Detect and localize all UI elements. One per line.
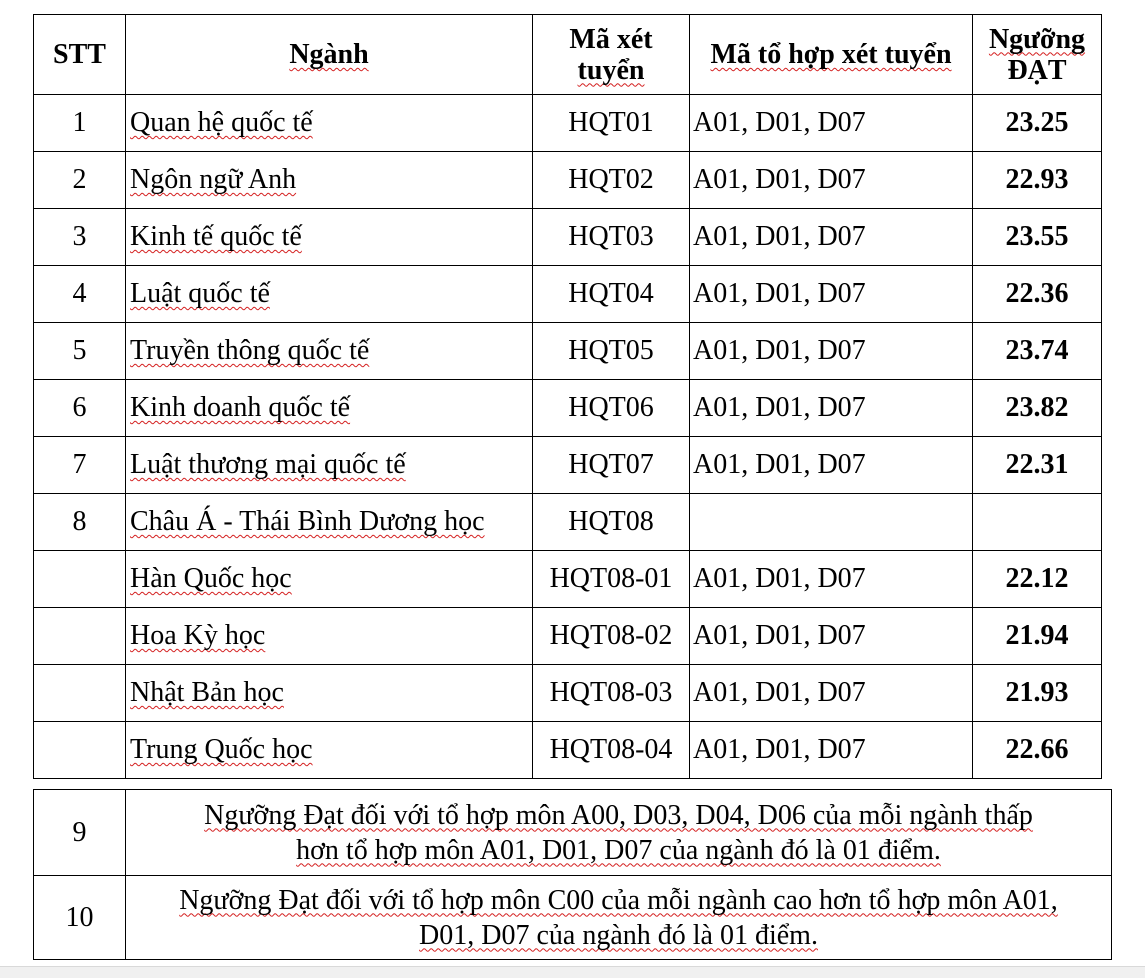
cell-admission-code: HQT05 [533, 323, 690, 380]
cell-threshold-score: 22.12 [973, 551, 1102, 608]
cell-major-name: Truyền thông quốc tế [126, 323, 533, 380]
cell-stt: 6 [34, 380, 126, 437]
cell-threshold-score: 23.55 [973, 209, 1102, 266]
cell-major-name: Ngôn ngữ Anh [126, 152, 533, 209]
cell-admission-code: HQT02 [533, 152, 690, 209]
cell-stt: 1 [34, 95, 126, 152]
cell-stt [34, 551, 126, 608]
note-text: Ngưỡng Đạt đối với tổ hợp môn A00, D03, D04, D06 của mỗi ngành thấp hơn tổ hợp môn A01, D01, D07 của ngành đó là 01 điểm. [126, 790, 1112, 876]
notes-body [34, 790, 1112, 960]
note-text: Ngưỡng Đạt đối với tổ hợp môn C00 của mỗi ngành cao hơn tổ hợp môn A01, D01, D07 của ngành đó là 01 điểm. [126, 876, 1112, 960]
cell-admission-code: HQT08-01 [533, 551, 690, 608]
bottom-edge-strip [0, 966, 1145, 978]
header-combo: Mã tổ hợp xét tuyển [690, 15, 973, 95]
cell-threshold-score: 21.93 [973, 665, 1102, 722]
cell-admission-code: HQT03 [533, 209, 690, 266]
cell-subject-combo: A01, D01, D07 [690, 665, 973, 722]
cell-major-name: Hàn Quốc học [126, 551, 533, 608]
cell-admission-code: HQT08-03 [533, 665, 690, 722]
cell-admission-code: HQT08-04 [533, 722, 690, 779]
note-row [34, 790, 1112, 876]
cell-major-name: Trung Quốc học [126, 722, 533, 779]
table-header-row [34, 15, 1102, 95]
table-row [34, 665, 1102, 722]
cell-major-name: Kinh tế quốc tế [126, 209, 533, 266]
cell-subject-combo: A01, D01, D07 [690, 437, 973, 494]
cell-admission-code: HQT06 [533, 380, 690, 437]
table-row [34, 95, 1102, 152]
cell-subject-combo: A01, D01, D07 [690, 152, 973, 209]
cell-threshold-score: 21.94 [973, 608, 1102, 665]
cell-threshold-score: 22.36 [973, 266, 1102, 323]
cell-major-name: Luật thương mại quốc tế [126, 437, 533, 494]
cell-admission-code: HQT08-02 [533, 608, 690, 665]
note-stt: 10 [34, 876, 126, 960]
table-row [34, 437, 1102, 494]
header-code: Mã xét tuyển [533, 15, 690, 95]
table-row [34, 608, 1102, 665]
cell-subject-combo: A01, D01, D07 [690, 209, 973, 266]
cell-major-name: Châu Á - Thái Bình Dương học [126, 494, 533, 551]
cell-threshold-score [973, 494, 1102, 551]
cell-stt: 4 [34, 266, 126, 323]
cell-subject-combo: A01, D01, D07 [690, 722, 973, 779]
cell-stt: 2 [34, 152, 126, 209]
header-major: Ngành [126, 15, 533, 95]
table-row [34, 722, 1102, 779]
table-row [34, 494, 1102, 551]
cell-major-name: Nhật Bản học [126, 665, 533, 722]
cell-stt: 7 [34, 437, 126, 494]
cell-subject-combo: A01, D01, D07 [690, 380, 973, 437]
cell-threshold-score: 23.82 [973, 380, 1102, 437]
cell-threshold-score: 22.66 [973, 722, 1102, 779]
cell-subject-combo: A01, D01, D07 [690, 323, 973, 380]
table-body [34, 95, 1102, 779]
cell-subject-combo: A01, D01, D07 [690, 95, 973, 152]
table-row [34, 209, 1102, 266]
table-row [34, 551, 1102, 608]
note-stt: 9 [34, 790, 126, 876]
table-row [34, 152, 1102, 209]
table-row [34, 323, 1102, 380]
cell-admission-code: HQT07 [533, 437, 690, 494]
cell-subject-combo: A01, D01, D07 [690, 608, 973, 665]
cell-threshold-score: 23.74 [973, 323, 1102, 380]
cell-major-name: Luật quốc tế [126, 266, 533, 323]
cell-stt [34, 665, 126, 722]
cell-stt [34, 722, 126, 779]
cell-admission-code: HQT04 [533, 266, 690, 323]
cell-admission-code: HQT01 [533, 95, 690, 152]
cell-threshold-score: 22.93 [973, 152, 1102, 209]
cell-stt [34, 608, 126, 665]
notes-table [33, 789, 1112, 960]
cell-stt: 5 [34, 323, 126, 380]
cell-threshold-score: 23.25 [973, 95, 1102, 152]
cell-threshold-score: 22.31 [973, 437, 1102, 494]
admission-threshold-table [33, 14, 1102, 779]
cell-major-name: Kinh doanh quốc tế [126, 380, 533, 437]
cell-admission-code: HQT08 [533, 494, 690, 551]
cell-stt: 8 [34, 494, 126, 551]
cell-subject-combo [690, 494, 973, 551]
cell-major-name: Hoa Kỳ học [126, 608, 533, 665]
table-row [34, 380, 1102, 437]
cell-subject-combo: A01, D01, D07 [690, 266, 973, 323]
table-row [34, 266, 1102, 323]
cell-stt: 3 [34, 209, 126, 266]
header-stt: STT [34, 15, 126, 95]
note-row [34, 876, 1112, 960]
cell-subject-combo: A01, D01, D07 [690, 551, 973, 608]
header-threshold: Ngưỡng ĐẠT [973, 15, 1102, 95]
cell-major-name: Quan hệ quốc tế [126, 95, 533, 152]
